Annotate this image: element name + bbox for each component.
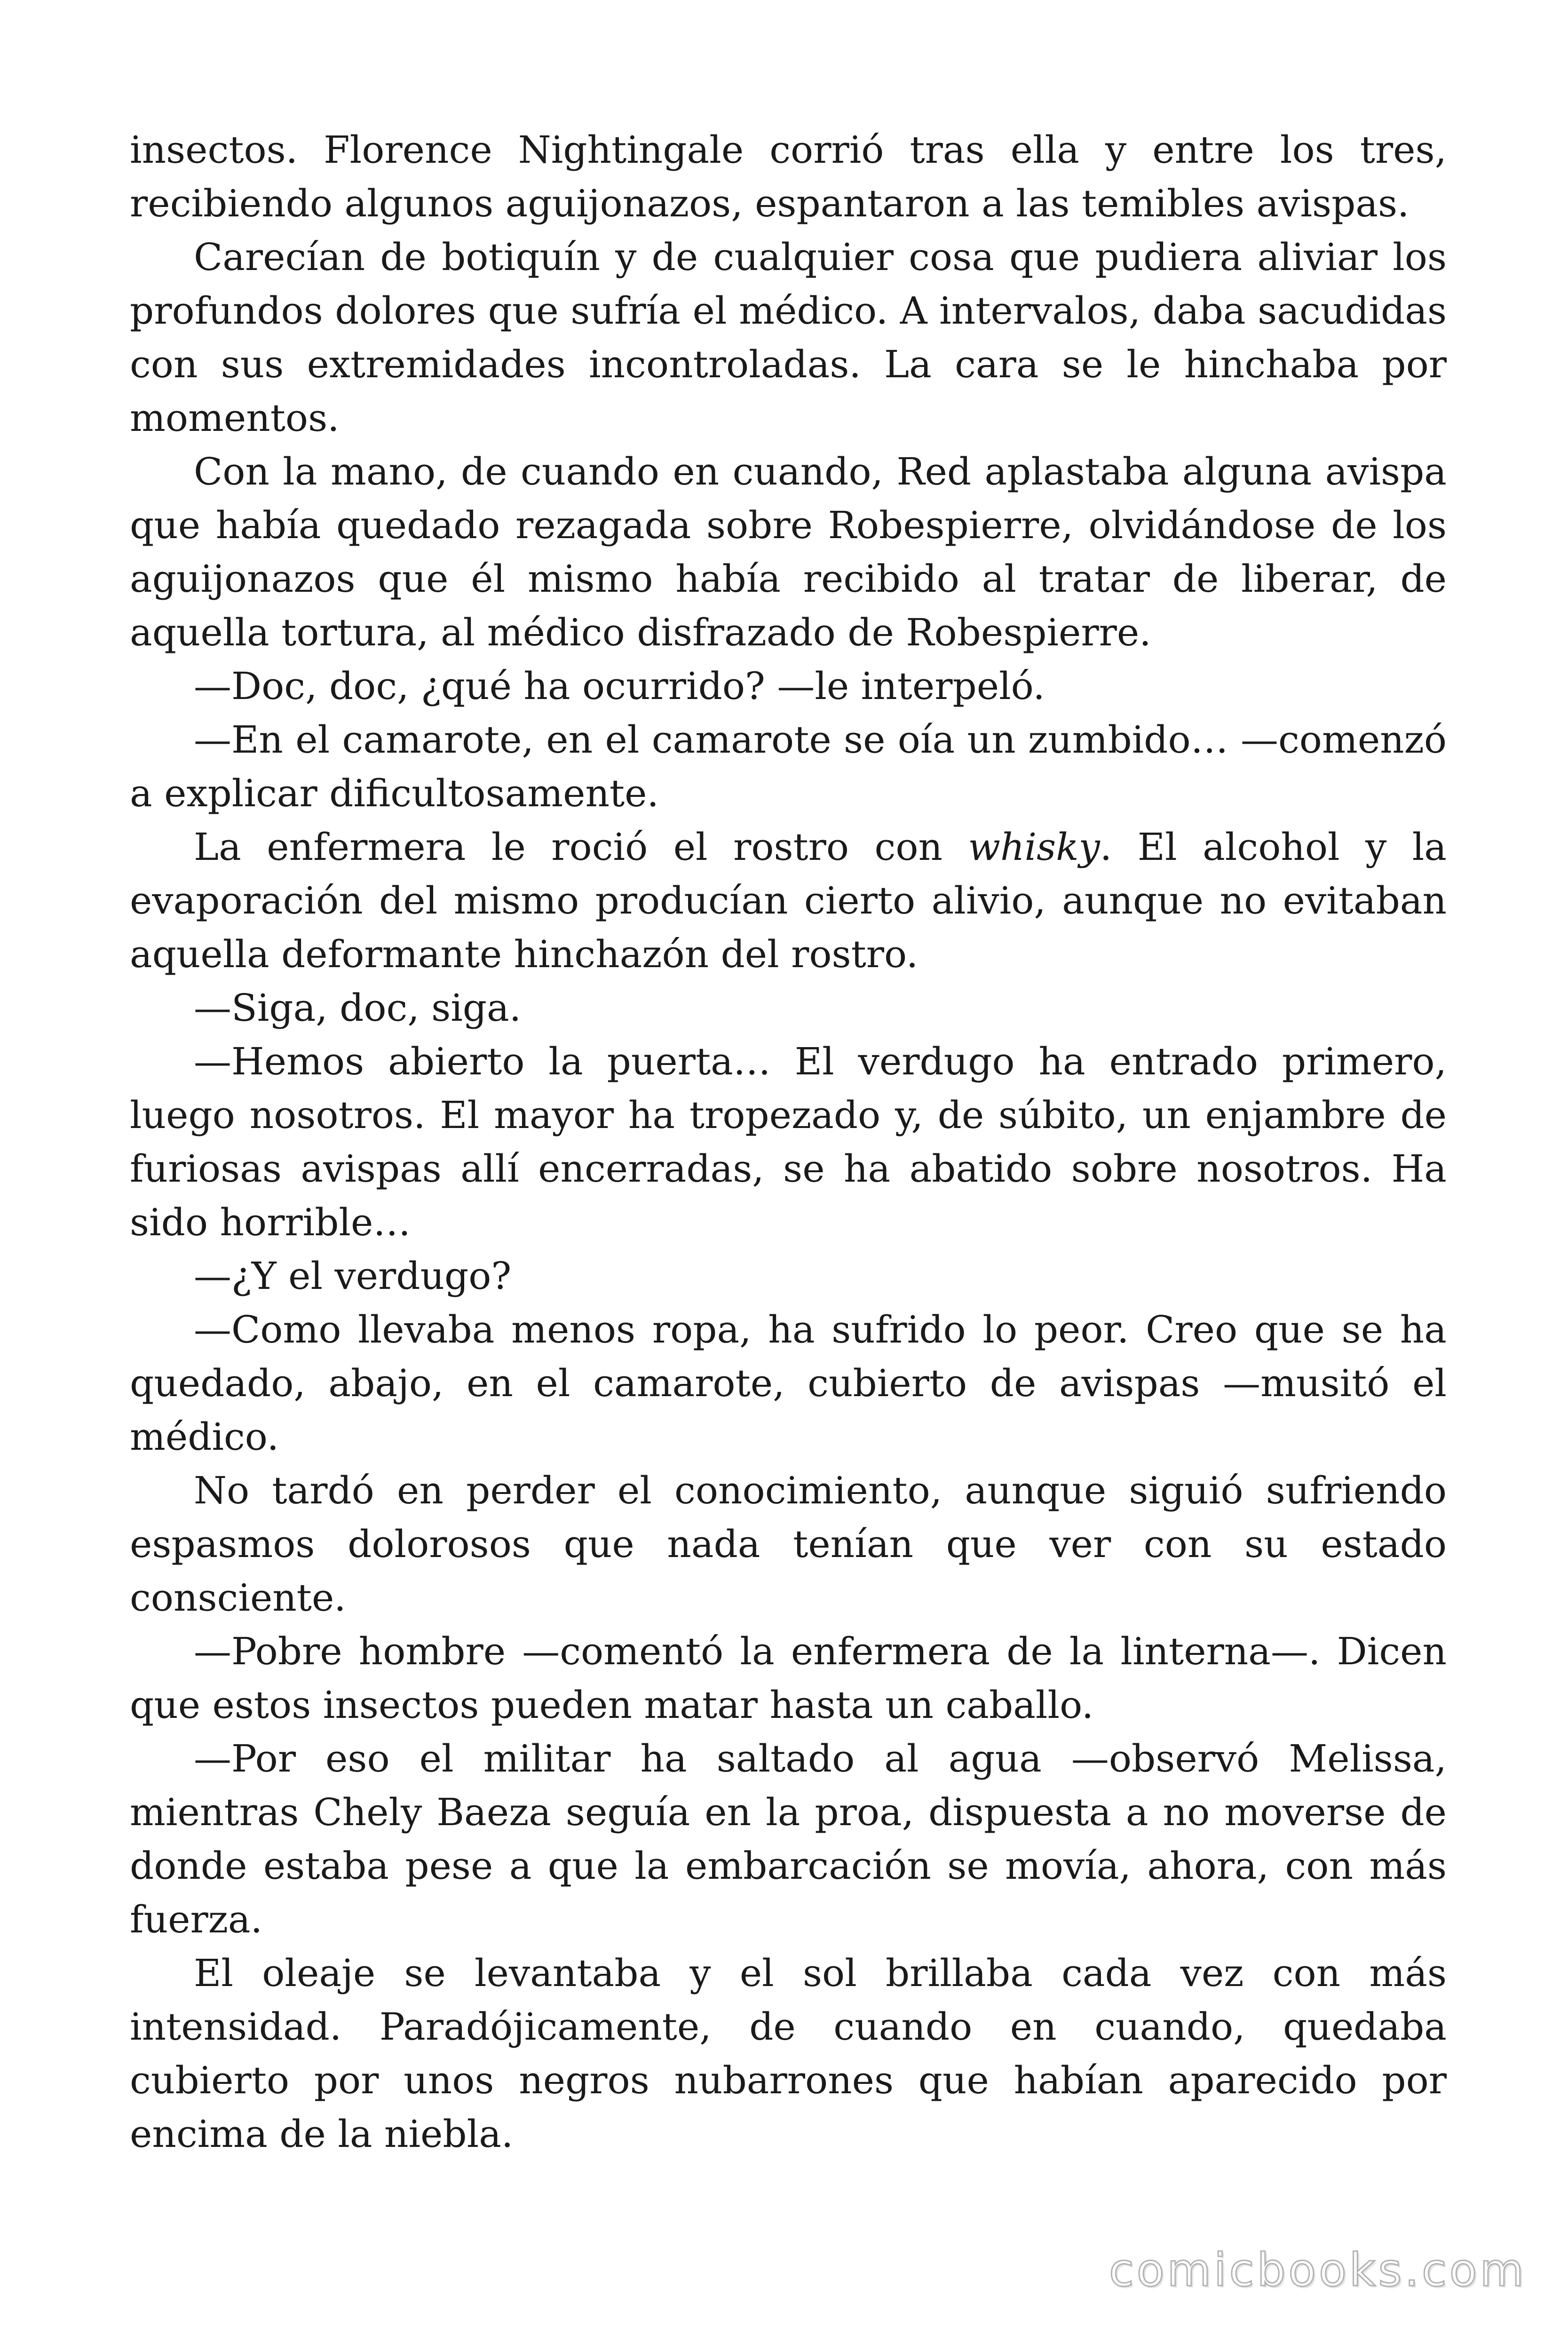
paragraph: —Como llevaba menos ropa, ha sufrido lo peor. Creo que se ha quedado, abajo, en el camarote, cubierto de avispas —musitó el médico. [130, 1308, 1447, 1459]
paragraph [130, 820, 1447, 981]
paragraph: —Pobre hombre —comentó la enfermera de la linterna—. Dicen que estos insectos pueden matar hasta un caballo. [130, 1629, 1447, 1727]
paragraph: insectos. Florence Nightingale corrió tras ella y entre los tres, recibiendo algunos aguijonazos, espantaron a las temibles avispas. [130, 128, 1447, 225]
paragraph-text: La enfermera le roció el rostro con [194, 825, 968, 869]
paragraph: —En el camarote, en el camarote se oía un zumbido… —comenzó a explicar dificultosamente. [130, 718, 1447, 815]
page-body-text [130, 123, 1447, 2161]
paragraph: No tardó en perder el conocimiento, aunque siguió sufriendo espasmos dolorosos que nada tenían que ver con su estado consciente. [130, 1469, 1447, 1620]
paragraph: —Siga, doc, siga. [194, 986, 522, 1030]
paragraph: Carecían de botiquín y de cualquier cosa que pudiera aliviar los profundos dolores que sufría el médico. A intervalos, daba sacudidas con sus extremidades incontroladas. La cara se le hinchaba por momentos. [130, 235, 1447, 440]
italic-word: whisky [968, 825, 1100, 869]
paragraph-text: . El alcohol y la evaporación del mismo producían cierto alivio, aunque no evitaban aquella deformante hinchazón del rostro. [130, 825, 1447, 976]
paragraph: El oleaje se levantaba y el sol brillaba cada vez con más intensidad. Paradójicamente, de cuando en cuando, quedaba cubierto por unos negros nubarrones que habían aparecido por encima de la niebla. [130, 1951, 1447, 2156]
watermark: comicbooks.com [1109, 2244, 1527, 2296]
paragraph: —Doc, doc, ¿qué ha ocurrido? —le interpeló. [194, 664, 1045, 708]
paragraph: —Por eso el militar ha saltado al agua —observó Melissa, mientras Chely Baeza seguía en la proa, dispuesta a no moverse de donde estaba pese a que la embarcación se movía, ahora, con más fuerza. [130, 1737, 1447, 1941]
paragraph: —¿Y el verdugo? [194, 1254, 512, 1298]
paragraph: Con la mano, de cuando en cuando, Red aplastaba alguna avispa que había quedado rezagada sobre Robespierre, olvidándose de los aguijonazos que él mismo había recibido al tratar de liberar, de aquella tortura, al médico disfrazado de Robespierre. [130, 450, 1447, 654]
paragraph: —Hemos abierto la puerta… El verdugo ha entrado primero, luego nosotros. El mayor ha tropezado y, de súbito, un enjambre de furiosas avispas allí encerradas, se ha abatido sobre nosotros. Ha sido horrible… [130, 1040, 1447, 1244]
